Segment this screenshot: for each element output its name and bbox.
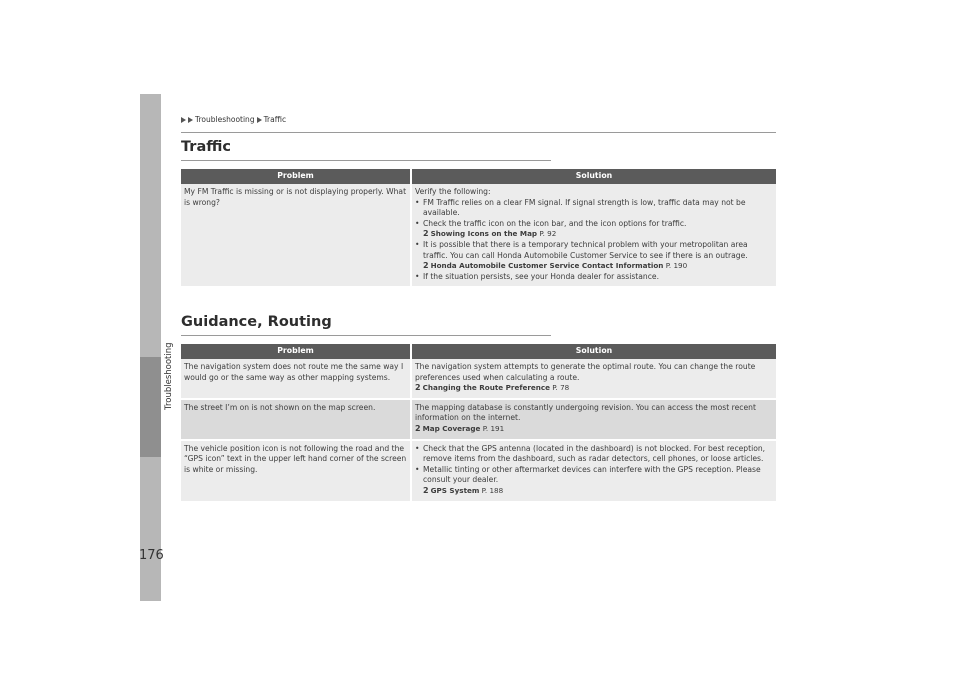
reference-title: GPS System xyxy=(430,485,480,495)
cross-reference[interactable] xyxy=(423,261,773,272)
column-header-problem: Problem xyxy=(181,169,411,184)
side-section-label: Troubleshooting xyxy=(164,342,174,410)
reference-page: P. 190 xyxy=(663,261,688,271)
solution-bullet-text: Metallic tinting or other aftermarket devices can interfere with the GPS reception. Please consult your dealer. xyxy=(423,464,761,485)
table-row xyxy=(181,440,776,501)
breadcrumb-arrow-icon xyxy=(181,117,186,123)
problem-cell: The street I’m on is not shown on the map screen. xyxy=(181,399,411,440)
solution-cell xyxy=(411,399,776,440)
side-tab xyxy=(140,94,161,601)
reference-title: Showing Icons on the Map xyxy=(430,229,538,239)
reference-title: Honda Automobile Customer Service Contact Information xyxy=(430,261,664,271)
problem-cell: My FM Traffic is missing or is not displaying properly. What is wrong? xyxy=(181,184,411,286)
problem-cell: The navigation system does not route me the same way I would go or the same way as other mapping systems. xyxy=(181,359,411,399)
reference-arrow-icon: 2 xyxy=(423,261,429,271)
solution-cell xyxy=(411,359,776,399)
reference-arrow-icon: 2 xyxy=(423,485,429,495)
section-title-guidance-routing: Guidance, Routing xyxy=(181,314,332,330)
solution-cell xyxy=(411,184,776,286)
table-row xyxy=(181,359,776,399)
reference-page: P. 78 xyxy=(550,383,570,393)
side-tab-active xyxy=(140,357,161,457)
breadcrumb-item[interactable]: Traffic xyxy=(263,115,287,124)
section-rule xyxy=(181,335,551,336)
cross-reference[interactable] xyxy=(423,229,773,240)
reference-page: P. 191 xyxy=(480,423,505,433)
traffic-table xyxy=(181,169,776,286)
problem-cell: The vehicle position icon is not following the road and the “GPS icon” text in the upper left hand corner of the screen is white or missing. xyxy=(181,440,411,501)
table-row xyxy=(181,399,776,440)
reference-page: P. 188 xyxy=(479,485,504,495)
column-header-solution: Solution xyxy=(411,344,776,359)
solution-bullet: • FM Traffic relies on a clear FM signal. If signal strength is low, traffic data may not be available. xyxy=(415,198,773,219)
solution-cell xyxy=(411,440,776,501)
cross-reference[interactable] xyxy=(415,424,773,435)
page-number: 176 xyxy=(139,548,164,563)
reference-arrow-icon: 2 xyxy=(423,229,429,239)
table-row xyxy=(181,184,776,286)
reference-title: Changing the Route Preference xyxy=(422,383,551,393)
guidance-table xyxy=(181,344,776,501)
section-rule xyxy=(181,160,551,161)
breadcrumb-arrow-icon xyxy=(257,117,262,123)
solution-bullet xyxy=(415,240,773,272)
column-header-problem: Problem xyxy=(181,344,411,359)
header-rule xyxy=(181,132,776,133)
cross-reference[interactable] xyxy=(415,383,773,394)
solution-bullet-text: It is possible that there is a temporary technical problem with your metropolitan area traffic. You can call Honda Automobile Customer Service to see if there is an outrage. xyxy=(423,239,748,260)
breadcrumb xyxy=(181,115,286,124)
column-header-solution: Solution xyxy=(411,169,776,184)
solution-bullet-text: Check the traffic icon on the icon bar, and the icon options for traffic. xyxy=(423,218,687,228)
reference-page: P. 92 xyxy=(537,229,557,239)
solution-text: The navigation system attempts to generate the optimal route. You can change the route preferences used when calculating a route. xyxy=(415,362,756,382)
breadcrumb-item[interactable]: Troubleshooting xyxy=(195,115,255,124)
solution-bullet xyxy=(415,219,773,240)
reference-title: Map Coverage xyxy=(422,423,481,433)
solution-text: The mapping database is constantly undergoing revision. You can access the most recent information on the internet. xyxy=(415,402,756,423)
reference-arrow-icon: 2 xyxy=(415,423,421,433)
solution-bullet: • Check that the GPS antenna (located in the dashboard) is not blocked. For best reception, remove items from the dashboard, such as radar detectors, cell phones, or loose articles. xyxy=(415,444,773,465)
cross-reference[interactable] xyxy=(423,486,773,497)
solution-intro: Verify the following: xyxy=(415,187,491,196)
reference-arrow-icon: 2 xyxy=(415,383,421,393)
solution-bullet: • If the situation persists, see your Honda dealer for assistance. xyxy=(415,272,773,283)
section-title-traffic: Traffic xyxy=(181,139,231,155)
breadcrumb-arrow-icon xyxy=(188,117,193,123)
solution-bullet xyxy=(415,465,773,497)
